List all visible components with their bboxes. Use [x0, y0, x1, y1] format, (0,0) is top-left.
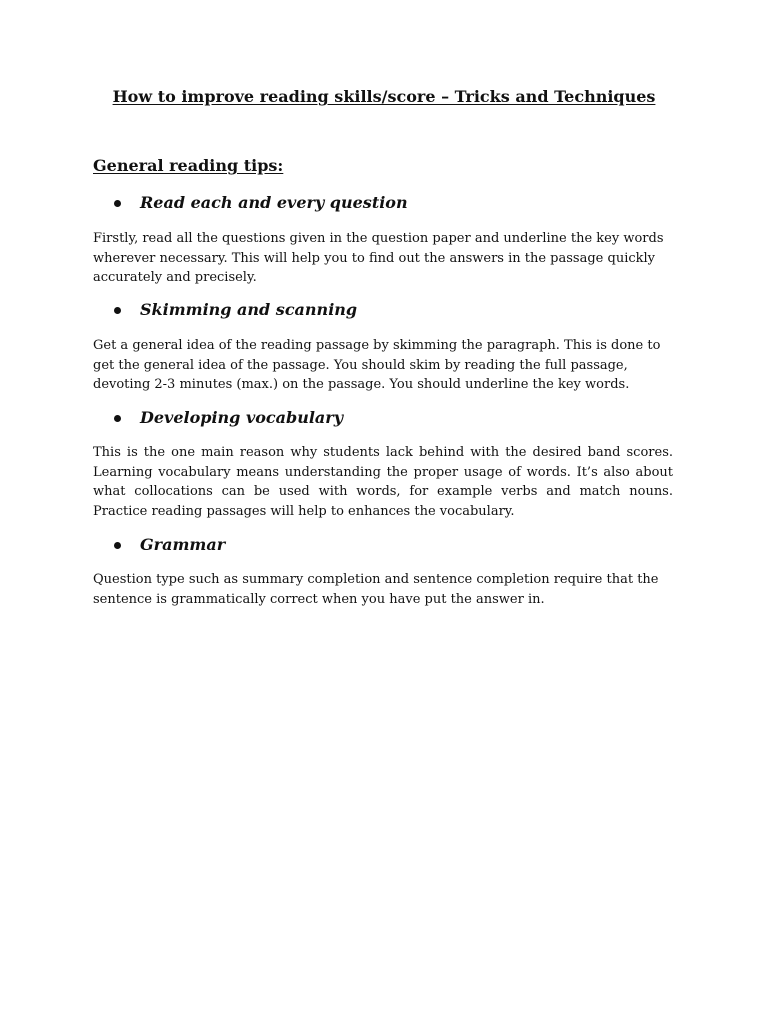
- tip-paragraph-read-questions: Firstly, read all the questions given in the question paper and underline the key words wherever necessary. This will help you to find out the answers in the passage quickly accurately and precisely.: [93, 231, 664, 285]
- tip-paragraph-vocabulary: This is the one main reason why students lack behind with the desired band scores. Learning vocabulary means understanding the proper usage of words. It’s also about what collocations can be used with words, for example verbs and match nouns. Practice reading passages will help to enhances the vocabulary.: [93, 445, 673, 519]
- tip-heading-vocabulary: [114, 408, 343, 427]
- tip-heading-read-questions: [114, 193, 408, 212]
- tip-heading-label: Developing vocabulary: [140, 408, 344, 427]
- tip-heading-label: Read each and every question: [140, 193, 408, 212]
- tip-heading-label: Grammar: [140, 535, 226, 554]
- tip-heading-grammar: [114, 535, 225, 554]
- bullet-icon: [114, 307, 121, 314]
- tip-paragraph-skimming: Get a general idea of the reading passage by skimming the paragraph. This is done to get the general idea of the passage. You should skim by reading the full passage, devoting 2-3 minutes (max.) on the passage. You should underline the key words.: [93, 338, 661, 392]
- bullet-icon: [114, 415, 121, 422]
- document-title: How to improve reading skills/score – Tricks and Techniques: [112, 87, 656, 106]
- tip-heading-skimming: [114, 300, 357, 319]
- tip-paragraph-grammar: Question type such as summary completion and sentence completion require that the sentence is grammatically correct when you have put the answer in.: [93, 572, 659, 607]
- section-heading: General reading tips:: [93, 156, 284, 175]
- bullet-icon: [114, 542, 121, 549]
- tip-heading-label: Skimming and scanning: [140, 300, 358, 319]
- bullet-icon: [114, 200, 121, 207]
